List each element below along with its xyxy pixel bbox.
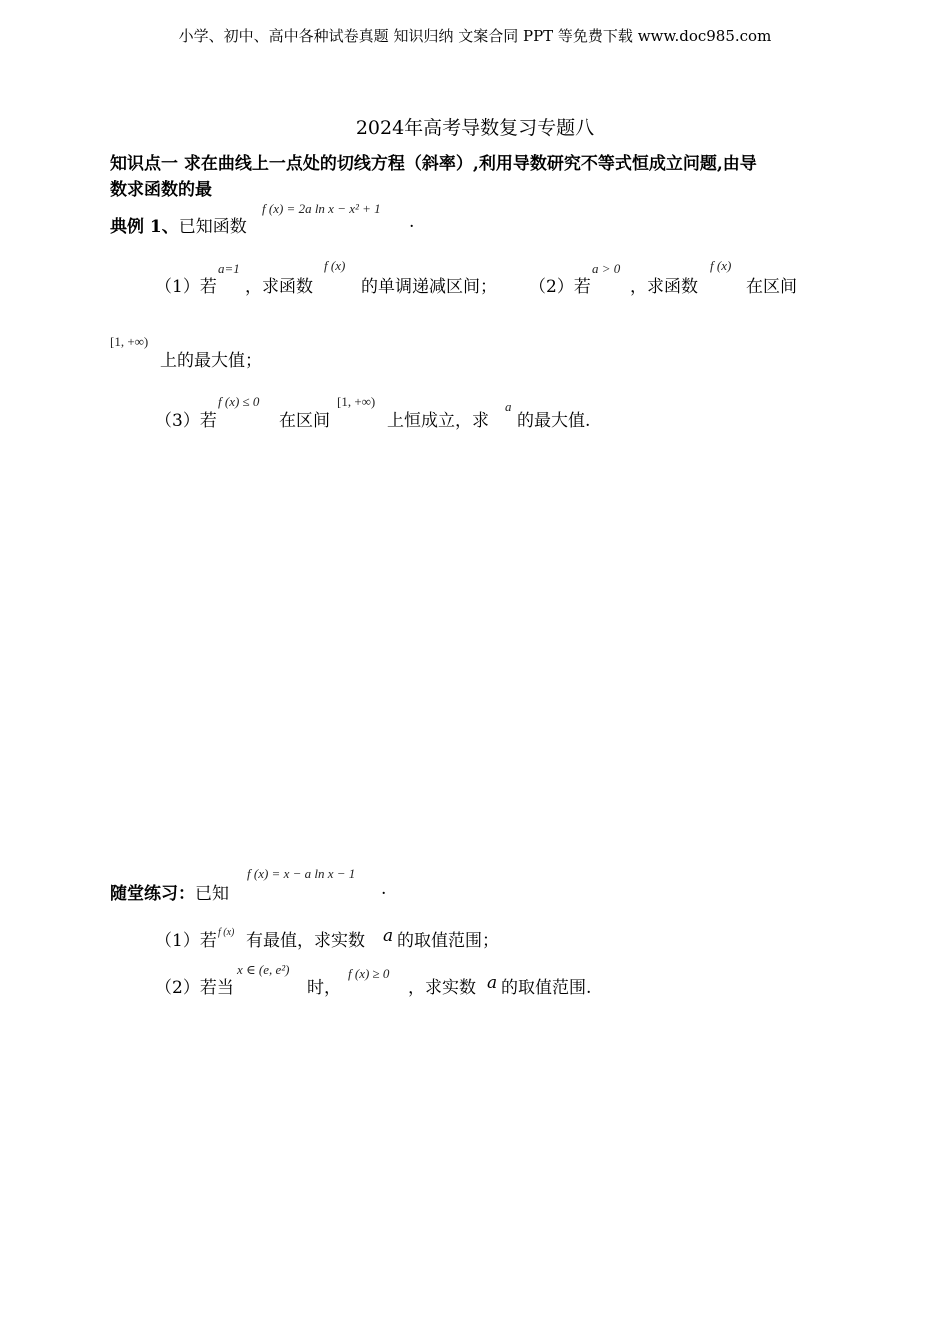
practice-intro-text: 已知 <box>195 884 229 904</box>
practice-part-2-mid: 时， <box>307 978 341 998</box>
practice-function: f (x) = x − a ln x − 1 <box>247 866 356 881</box>
example-1-intro <box>110 212 247 237</box>
example-1-label: 典例 1、 <box>110 217 179 237</box>
part-3-suffix: 的最大值. <box>517 411 591 431</box>
page-header: 小学、初中、高中各种试卷真题 知识归纳 文案合同 PPT 等免费下载 www.doc985.com <box>178 27 772 45</box>
practice-part-2-mid-2: ，求实数 <box>408 978 476 998</box>
practice-label: 随堂练习： <box>110 884 195 904</box>
practice-part-2-variable: a <box>487 973 498 993</box>
part-3-condition: f (x) ≤ 0 <box>218 394 260 409</box>
practice-part-2-condition: x ∈ (e, e²) <box>237 962 290 977</box>
practice-part-2-suffix: 的取值范围. <box>501 978 592 998</box>
practice-part-1-suffix: 的取值范围； <box>397 931 499 951</box>
practice-part-1-mid: 有最值，求实数 <box>246 931 365 951</box>
practice-intro <box>110 879 229 904</box>
example-1-period: . <box>409 212 415 232</box>
knowledge-point-line-1: 知识点一 求在曲线上一点处的切线方程（斜率）,利用导数研究不等式恒成立问题,由导 <box>110 154 757 174</box>
part-2-suffix-2: 上的最大值； <box>160 351 262 371</box>
part-1-mid: ，求函数 <box>245 277 313 297</box>
practice-part-1-variable: a <box>383 926 394 946</box>
knowledge-point-line-2: 数求函数的最 <box>110 180 212 200</box>
practice-part-2-prefix: （2）若当 <box>155 978 234 998</box>
practice-part-1-function: f (x) <box>218 927 235 938</box>
part-2-prefix: （2）若 <box>529 277 591 297</box>
part-2-suffix: 在区间 <box>746 277 797 297</box>
part-3-prefix: （3）若 <box>155 411 217 431</box>
page-title: 2024年高考导数复习专题八 <box>355 117 595 139</box>
part-1-suffix: 的单调递减区间； <box>361 277 497 297</box>
part-2-function: f (x) <box>710 258 732 273</box>
part-3-interval: [1, +∞) <box>337 394 376 409</box>
part-2-condition: a > 0 <box>592 261 621 276</box>
part-1-prefix: （1）若 <box>155 277 217 297</box>
part-1-condition: a=1 <box>218 261 240 276</box>
example-1-function: f (x) = 2a ln x − x² + 1 <box>262 201 381 216</box>
part-3-variable: a <box>505 399 512 414</box>
example-1-intro-text: 已知函数 <box>178 217 247 237</box>
part-2-mid: ，求函数 <box>630 277 698 297</box>
part-3-mid: 在区间 <box>279 411 330 431</box>
part-1-function: f (x) <box>324 258 346 273</box>
practice-period: . <box>381 879 387 899</box>
practice-part-2-condition-2: f (x) ≥ 0 <box>348 966 390 981</box>
practice-part-1-prefix: （1）若 <box>155 931 217 951</box>
part-2-interval: [1, +∞) <box>110 334 149 349</box>
part-3-mid-2: 上恒成立，求 <box>387 411 489 431</box>
